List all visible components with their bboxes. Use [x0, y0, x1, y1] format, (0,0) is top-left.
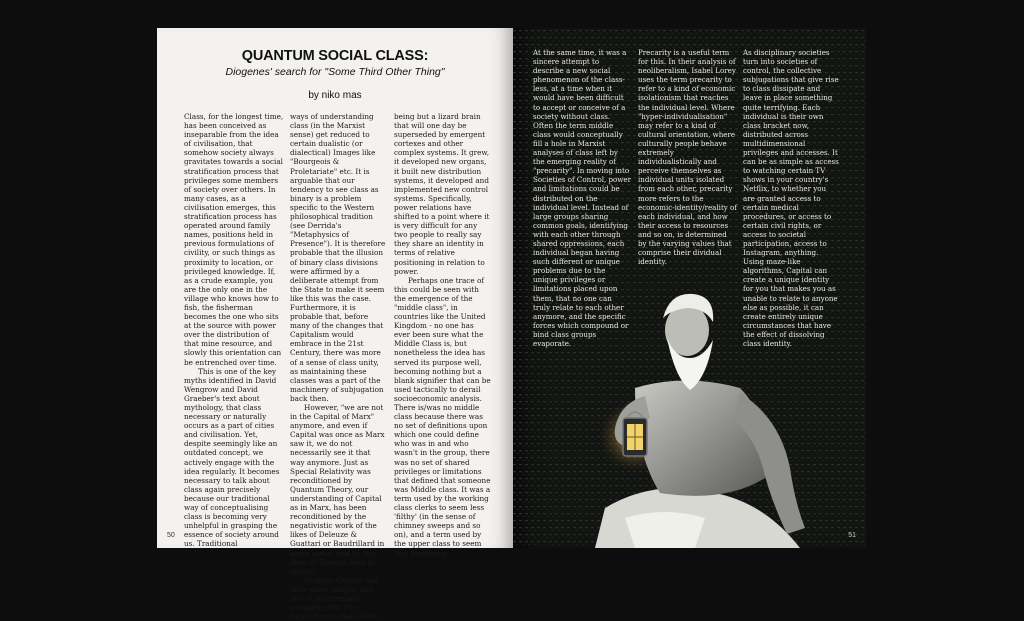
right-column-1 — [533, 48, 631, 348]
left-column-3 — [394, 112, 491, 558]
paragraph: However, "we are not in the Capital of Marx" anymore, and even if Capital was once as Marx saw it, we do not necessarily see it that way anymore. Just as Special Relativity was reconditioned by Quantum Theory, our understanding of Capital as in Marx, has been reconditioned by the negativistic work of the likes of Deleuze & Guattari or Baudrillard in some areas, and by the likes of Thomas Nail in others. — [290, 403, 385, 576]
right-column-2 — [638, 48, 737, 266]
paragraph: Precarity is a useful term for this. In their analysis of neoliberalism, Isabel Lorey uses the term precarity to refer to a kind of economic isolationism that reaches the individual level. Where "hyper-individualisation" may refer to a kind of cultural orientation, where culturally people behave extremely individualistically and perceive themselves as individual units isolated from each other, precarity more refers to the economic-identity/reality of each individual, and how their access to resources and so on, is determined by the varying values that comprise their dividual identity. — [638, 48, 737, 267]
left-column-1 — [184, 112, 284, 549]
paragraph: Perhaps Capital was once more simple, and now it is extremely complex, with Ur-Capitalism in the 1600s — [290, 575, 379, 621]
article-title: QUANTUM SOCIAL CLASS: — [241, 48, 429, 64]
article-byline: by niko mas — [308, 90, 362, 101]
paragraph: As disciplinary societies turn into societies of control, the collective subjugations that give rise to class dissipate and leave in place something quite terrifying. Each individual is their own class bracket now, distributed across multidimensional privileges and accesses. It can be as simple as access to watching certain TV shows in your country's Netflix, to whether you are granted access to certain medical procedures, or access to certain civil rights, or access to societal participation, access to Instagram, anything. Using maze-like algorithms, Capital can create a unique identity for you that makes you as unable to relate to anyone else as possible, it can create entirely unique circumstances that have the effect of dissolving class identity. — [743, 48, 839, 348]
left-page — [157, 28, 513, 621]
right-column-3 — [743, 48, 840, 348]
magazine-spread — [157, 28, 866, 621]
right-page — [513, 28, 866, 548]
paragraph: Class, for the longest time, has been conceived as inseparable from the idea of civilisation, that somehow society always gravitates towards a social stratification process that privileges some members of society over others. In many cases, as a civilisation emerges, this stratification process has operated around family names, positions held in previous formulations of civility, or such things as proximity to location, or privileged knowledge. If, as a crude example, you are the only one in the village who knows how to fish, the fisherman becomes the one who sits at the source with power over the distribution of that mine resource, and slowly this orientation can be entrenched over time. — [184, 112, 284, 367]
article-subtitle: Diogenes' search for "Some Third Other Thing" — [225, 66, 445, 78]
paragraph: being but a lizard brain that will one day be superseded by emergent cortexes and other complex systems. It grew, it developed new organs, it built new distribution systems, it developed and implemented new control systems. Specifically, power relations have shifted to a point where it is very difficult for any two people to really say they share an identity in terms of relative positioning in relation to power. — [394, 112, 490, 276]
page-number-left: 50 — [167, 532, 175, 539]
page-number-right: 51 — [848, 532, 856, 539]
left-column-2 — [290, 112, 386, 621]
paragraph: This is one of the key myths identified in David Wengrow and David Graeber's text about mythology, that class necessary or naturally occurs as a part of cities and civilisation. Yet, despite seemingly like an outdated concept, we actively engage with the idea regularly. It becomes necessary to talk about class again precisely because our traditional way of conceptualising class is becoming very unhelpful in grasping the essence of society around us. Traditional — [184, 366, 280, 549]
paragraph: Perhaps one trace of this could be seen with the emergence of the "middle class", in countries like the United Kingdom - no one has ever been sure what the Middle Class is, but nonetheless the idea has served its purpose well, becoming nothing but a blank signifier that can be used tactically to derail socioeconomic analysis. There is/was no middle class because there was no set of definitions upon which one could define who was in and who wasn't in the group, there was no set of shared privileges or limitations that defined that someone was Middle class. It was a term used by the working class clerks to seem less 'filthy' (in the sense of chimney sweeps and so on), and a term used by the upper class to seem less bourgeois. — [394, 275, 491, 558]
paragraph: At the same time, it was a sincere attempt to describe a new social phenomenon of the class-less, at a time when it would have been difficult to accept or conceive of a society without class. Often the term middle class would conceptually fill a hole in Marxist analyses of class left by the emerging reality of "precarity". In moving into Societies of Control, power and limitations could be distributed on the individual level. Instead of large groups sharing common goals, identifying with each other through shared oppressions, each individual began having such different or unique problems due to the unique privileges or limitations placed upon them, that no one can truly relate to each other anymore, and the specific forces which compound or bind class groups evaporate. — [533, 48, 631, 348]
paragraph: ways of understanding class (in the Marxist sense) get reduced to certain dualistic (or dialectical) Images like "Bourgeois & Proletariate" etc. It is arguable that our tendency to see class as binary is a problem specific to the Western philosophical tradition (see Derrida's "Metaphysics of Presence"). It is therefore probable that the illusion of binary class divisions were affirmed by a deliberate attempt from the State to make it seem like this was the case. Furthermore, it is probable that, before many of the changes that Capitalism would embrace in the 21st Century, there was more of a sense of class unity, as maintaining these classes was a part of the machinery of subjugation back then. — [290, 112, 386, 403]
